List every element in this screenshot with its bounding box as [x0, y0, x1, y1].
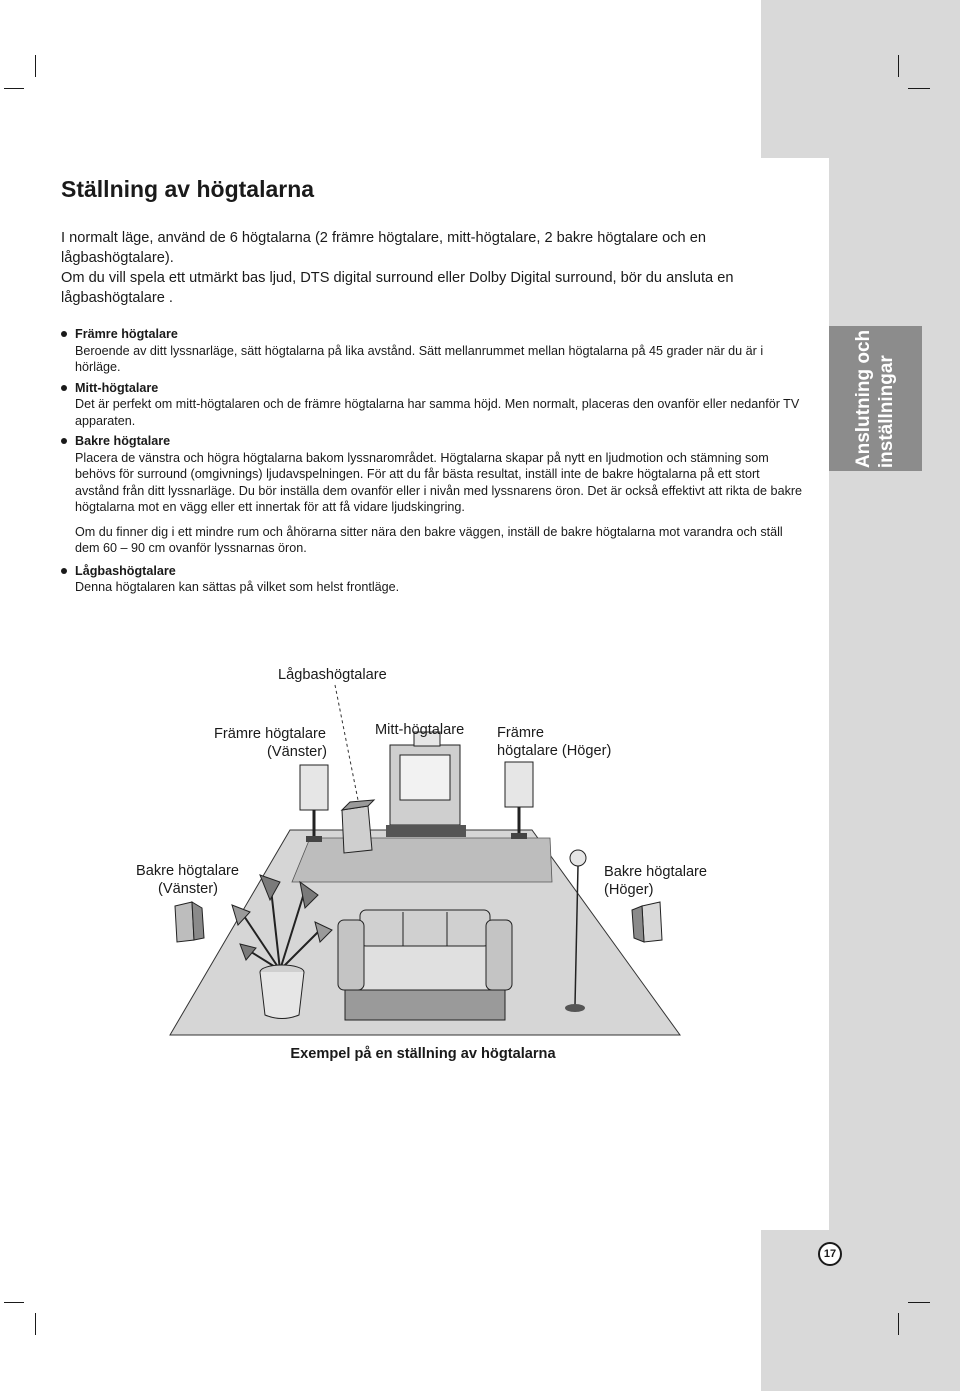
diagram-caption: Exempel på en ställning av högtalarna — [290, 1046, 556, 1062]
bullet-list — [61, 326, 806, 600]
crop-mark — [4, 1302, 24, 1303]
side-panel-top — [761, 0, 960, 158]
crop-mark — [908, 88, 930, 89]
bullet-icon — [61, 438, 67, 444]
page-number: 17 — [818, 1242, 842, 1266]
item-body: Det är perfekt om mitt-högtalaren och de främre högtalarna har samma höjd. Men normalt, placeras den ovanför eller nedanför TV apparaten. — [75, 397, 800, 428]
bullet-icon — [61, 568, 67, 574]
intro-text — [61, 228, 761, 308]
room-illustration — [120, 650, 760, 1050]
subwoofer-speaker — [342, 800, 374, 853]
front-left-label-line2: (Vänster) — [267, 744, 328, 760]
item-body: Beroende av ditt lyssnarläge, sätt högtalarna på lika avstånd. Sätt mellanrummet mellan högtalarna på 45 grader när du är i hörläge. — [75, 343, 764, 374]
rug-inner — [292, 838, 552, 882]
section-tab-label: Anslutning och inställningar — [853, 329, 898, 468]
rear-right-speaker — [632, 902, 662, 942]
section-tab — [829, 326, 922, 471]
rear-left-label-line2: (Vänster) — [158, 881, 219, 897]
crop-mark — [908, 1302, 930, 1303]
rear-left-label-line1: Bakre högtalare — [136, 863, 240, 879]
crop-mark — [4, 88, 24, 89]
item-body: Denna högtalaren kan sättas på vilket som helst frontläge. — [75, 580, 400, 594]
bullet-icon — [61, 385, 67, 391]
item-heading: Främre högtalare — [75, 327, 178, 341]
intro-paragraph: Om du vill spela ett utmärkt bas ljud, DTS digital surround eller Dolby Digital surround, bör du ansluta en lågbashögtalare . — [61, 270, 734, 306]
list-item — [61, 380, 806, 430]
front-right-label-line2: högtalare (Höger) — [497, 743, 612, 759]
subwoofer-label: Lågbashögtalare — [278, 667, 387, 683]
item-body: Placera de vänstra och högra högtalarna bakom lyssnarområdet. Högtalarna skapar på nytt en ljudmotion och stämning som behövs för surround (omgivnings) ljudavspelningen. För att du får bästa resultat, inställ inte de bakre högtalarna på ett stort avstånd från ditt lyssnarläge. Du bör inställa dem ovanför eller i nivån med lyssnarens öron. Det är också effektivt att rikta de bakre högtalarna mot en vägg eller ett innertak för att få vidare ljudskingring. — [75, 450, 803, 514]
list-item — [61, 563, 806, 596]
item-heading: Mitt-högtalare — [75, 380, 159, 395]
extra-paragraph: Om du finner dig i ett mindre rum och åhörarna sitter nära den bakre väggen, inställ de bakre högtalarna mot varandra och ställ dem 60 – 90 cm ovanför lyssnarnas öron. — [75, 524, 783, 555]
rear-right-label-line1: Bakre högtalare — [604, 864, 708, 880]
rear-right-label-line2: (Höger) — [604, 882, 654, 898]
front-right-speaker — [505, 762, 533, 839]
list-item — [61, 326, 806, 376]
subwoofer-pointer — [335, 685, 360, 810]
item-heading: Bakre högtalare — [75, 434, 171, 448]
center-label: Mitt-högtalare — [375, 722, 465, 738]
speaker-diagram — [120, 650, 760, 1050]
crop-mark — [35, 1313, 36, 1335]
front-right-label-line1: Främre — [497, 725, 545, 741]
rear-left-speaker — [175, 902, 204, 942]
tv-set — [386, 732, 466, 837]
bullet-icon — [61, 331, 67, 337]
crop-mark — [898, 1313, 899, 1335]
intro-paragraph: I normalt läge, använd de 6 högtalarna (2 främre högtalare, mitt-högtalare, 2 bakre högtalare och en lågbashögtalare). — [61, 230, 706, 266]
crop-mark — [35, 55, 36, 77]
front-left-label-line1: Främre högtalare — [214, 726, 326, 742]
page-title: Ställning av högtalarna — [61, 176, 315, 202]
crop-mark — [898, 55, 899, 77]
item-heading: Lågbashögtalare — [75, 563, 176, 578]
sofa — [338, 910, 512, 1020]
list-item — [61, 433, 806, 516]
